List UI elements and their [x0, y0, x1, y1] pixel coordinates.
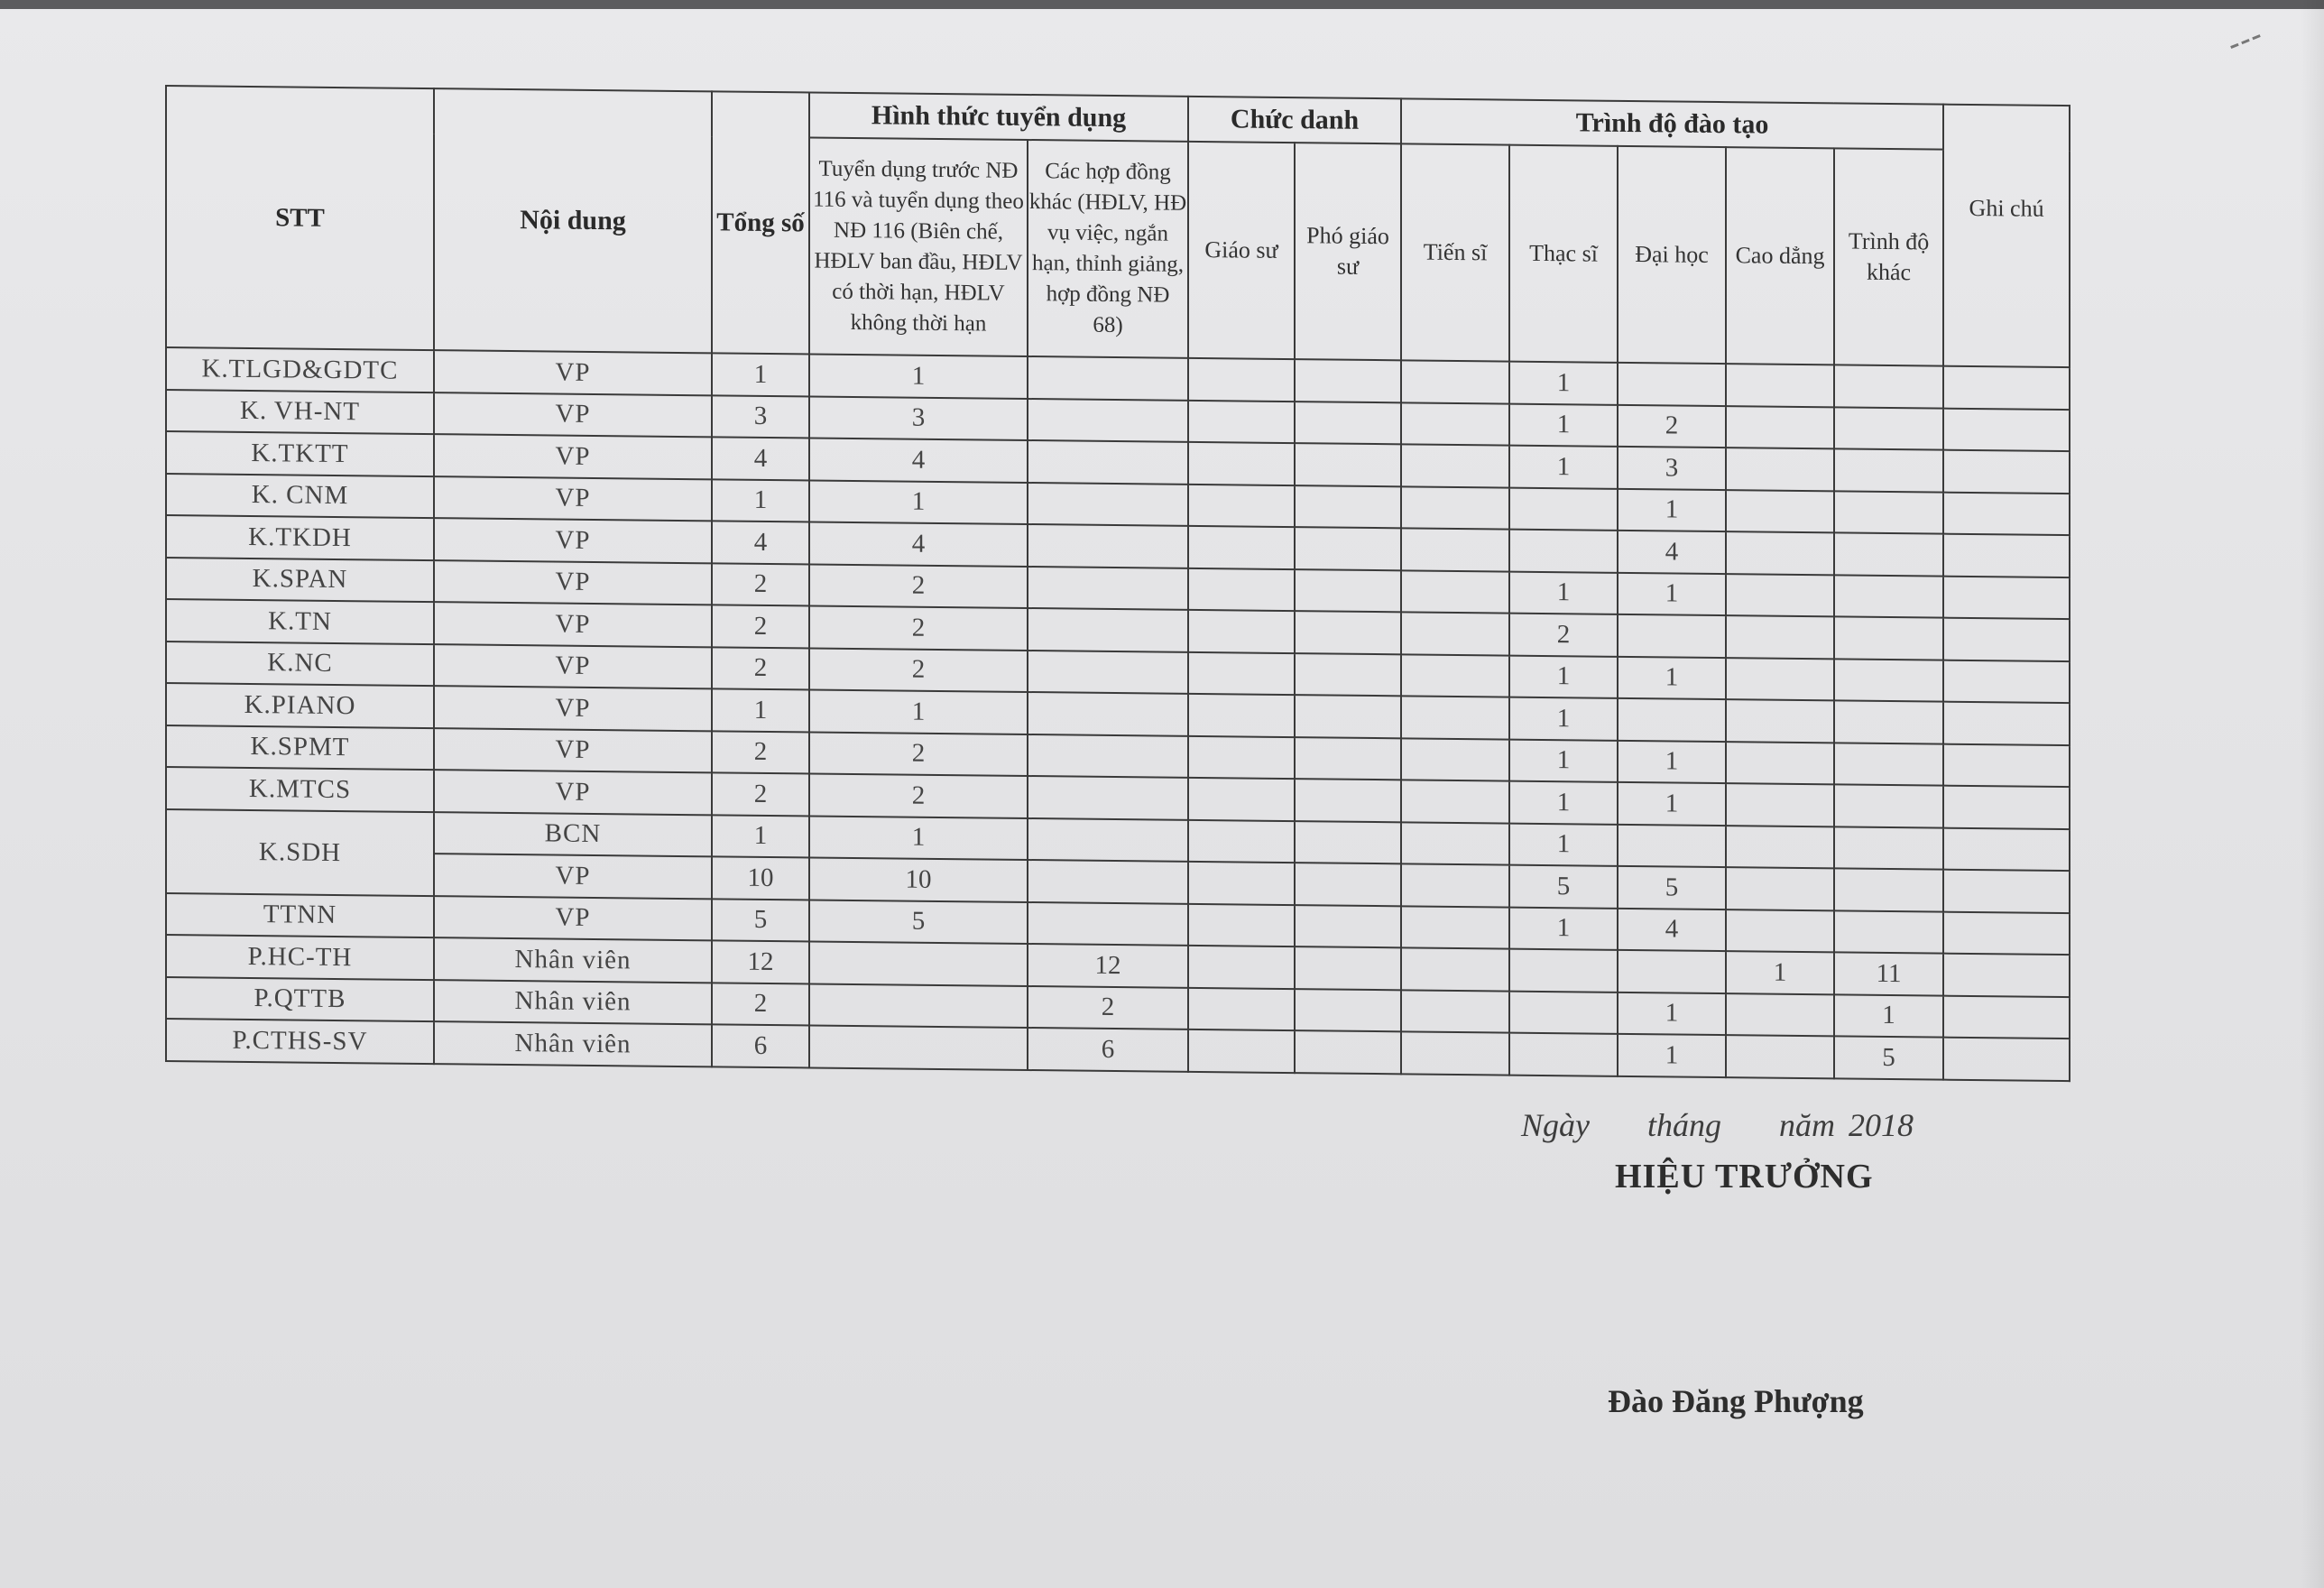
college-cell	[1726, 699, 1834, 743]
college-cell	[1726, 574, 1834, 617]
bachelor-cell: 5	[1618, 866, 1726, 909]
content-cell: VP	[434, 896, 712, 941]
recruit-cell: 2	[809, 564, 1028, 608]
doctor-cell	[1401, 360, 1509, 403]
contract-cell: 6	[1028, 1028, 1188, 1071]
other-level-cell	[1834, 700, 1943, 743]
note-cell	[1943, 743, 2070, 787]
content-cell: VP	[434, 728, 712, 773]
recruit-cell	[809, 1025, 1028, 1069]
college-cell	[1726, 615, 1834, 659]
contract-cell	[1028, 356, 1188, 400]
content-cell: VP	[434, 434, 712, 479]
dept-cell: K.TKTT	[166, 431, 434, 476]
doctor-cell	[1401, 654, 1509, 697]
other-level-cell: 1	[1834, 994, 1943, 1038]
other-level-cell	[1834, 659, 1943, 702]
note-cell	[1943, 534, 2070, 577]
total-cell: 4	[712, 521, 809, 564]
professor-cell	[1188, 778, 1295, 821]
master-cell: 1	[1509, 697, 1618, 741]
assoc-professor-cell	[1295, 359, 1401, 402]
contract-cell	[1028, 776, 1188, 819]
master-cell: 1	[1509, 655, 1618, 698]
doctor-cell	[1401, 1031, 1509, 1075]
bachelor-cell: 3	[1618, 447, 1726, 490]
header-cao-dang: Cao dẳng	[1726, 147, 1834, 365]
assoc-professor-cell	[1295, 946, 1401, 990]
bachelor-cell	[1618, 363, 1726, 406]
recruit-cell: 2	[809, 773, 1028, 817]
other-level-cell	[1834, 407, 1943, 450]
doctor-cell	[1401, 486, 1509, 530]
note-cell	[1943, 576, 2070, 619]
bachelor-cell	[1618, 614, 1726, 658]
bachelor-cell	[1618, 698, 1726, 742]
other-level-cell	[1834, 784, 1943, 827]
college-cell	[1726, 448, 1834, 491]
doctor-cell	[1401, 863, 1509, 907]
college-cell	[1726, 531, 1834, 575]
corner-mark	[2227, 14, 2292, 57]
professor-cell	[1188, 526, 1295, 569]
dept-cell: K.PIANO	[166, 683, 434, 728]
recruit-cell: 10	[809, 857, 1028, 901]
contract-cell	[1028, 902, 1188, 946]
total-cell: 4	[712, 437, 809, 480]
college-cell	[1726, 364, 1834, 407]
college-cell	[1726, 406, 1834, 449]
recruit-cell: 5	[809, 900, 1028, 944]
doctor-cell	[1401, 528, 1509, 571]
paper-edge	[2301, 0, 2324, 1588]
assoc-professor-cell	[1295, 779, 1401, 822]
contract-cell	[1028, 651, 1188, 694]
professor-cell	[1188, 1029, 1295, 1073]
college-cell	[1726, 1035, 1834, 1078]
bachelor-cell: 1	[1618, 488, 1726, 531]
professor-cell	[1188, 946, 1295, 989]
college-cell	[1726, 742, 1834, 785]
other-level-cell	[1834, 448, 1943, 492]
content-cell: Nhân viên	[434, 1021, 712, 1066]
dept-cell: K.TLGD&GDTC	[166, 347, 434, 392]
dept-cell: K.SDH	[166, 809, 434, 896]
professor-cell	[1188, 735, 1295, 779]
bachelor-cell: 1	[1618, 572, 1726, 615]
dept-cell: K.NC	[166, 642, 434, 687]
college-cell	[1726, 783, 1834, 826]
note-cell	[1943, 408, 2070, 451]
content-cell: VP	[434, 770, 712, 815]
content-cell: VP	[434, 560, 712, 605]
assoc-professor-cell	[1295, 989, 1401, 1032]
note-cell	[1943, 366, 2070, 410]
contract-cell	[1028, 399, 1188, 442]
doctor-cell	[1401, 738, 1509, 781]
assoc-professor-cell	[1295, 611, 1401, 654]
doctor-cell	[1401, 947, 1509, 991]
bachelor-cell: 1	[1618, 992, 1726, 1035]
recruit-cell	[809, 983, 1028, 1028]
doctor-cell	[1401, 402, 1509, 446]
master-cell	[1509, 487, 1618, 531]
dept-cell: P.CTHS-SV	[166, 1019, 434, 1064]
header-hop-dong-khac: Các hợp đồng khác (HĐLV, HĐ vụ việc, ngắn hạn, thỉnh giảng, hợp đồng NĐ 68)	[1028, 140, 1188, 358]
note-cell	[1943, 827, 2070, 871]
note-cell	[1943, 660, 2070, 703]
total-cell: 2	[712, 647, 809, 690]
recruit-cell: 2	[809, 732, 1028, 776]
assoc-professor-cell	[1295, 402, 1401, 445]
college-cell	[1726, 909, 1834, 953]
header-giao-su: Giáo sư	[1188, 142, 1295, 359]
header-trinh-do: Trình độ đào tạo	[1401, 98, 1943, 149]
master-cell: 1	[1509, 781, 1618, 825]
contract-cell	[1028, 608, 1188, 651]
total-cell: 1	[712, 815, 809, 858]
contract-cell	[1028, 818, 1188, 862]
header-stt: STT	[166, 86, 434, 350]
assoc-professor-cell	[1295, 737, 1401, 780]
contract-cell	[1028, 860, 1188, 903]
assoc-professor-cell	[1295, 1030, 1401, 1074]
date-year-label: năm 2018	[1779, 1107, 1914, 1143]
professor-cell	[1188, 903, 1295, 946]
other-level-cell: 5	[1834, 1036, 1943, 1079]
other-level-cell	[1834, 491, 1943, 534]
assoc-professor-cell	[1295, 905, 1401, 948]
assoc-professor-cell	[1295, 863, 1401, 906]
total-cell: 3	[712, 395, 809, 439]
content-cell: VP	[434, 350, 712, 395]
assoc-professor-cell	[1295, 821, 1401, 864]
master-cell	[1509, 530, 1618, 573]
total-cell: 2	[712, 983, 809, 1026]
college-cell	[1726, 993, 1834, 1037]
header-ghi-chu: Ghi chú	[1943, 105, 2070, 367]
professor-cell	[1188, 987, 1295, 1030]
professor-cell	[1188, 651, 1295, 695]
doctor-cell	[1401, 570, 1509, 614]
note-cell	[1943, 870, 2070, 913]
total-cell: 10	[712, 856, 809, 900]
staff-table	[165, 85, 2070, 1082]
recruit-cell: 1	[809, 816, 1028, 860]
contract-cell: 2	[1028, 986, 1188, 1029]
note-cell	[1943, 786, 2070, 829]
header-dai-hoc: Đại học	[1618, 146, 1726, 364]
college-cell	[1726, 867, 1834, 910]
professor-cell	[1188, 358, 1295, 402]
master-cell: 1	[1509, 403, 1618, 447]
assoc-professor-cell	[1295, 443, 1401, 486]
contract-cell	[1028, 734, 1188, 778]
recruit-cell	[809, 941, 1028, 985]
other-level-cell	[1834, 532, 1943, 576]
other-level-cell	[1834, 365, 1943, 408]
recruit-cell: 2	[809, 605, 1028, 650]
recruit-cell: 4	[809, 522, 1028, 566]
content-cell: VP	[434, 686, 712, 731]
bachelor-cell: 4	[1618, 908, 1726, 951]
professor-cell	[1188, 694, 1295, 737]
total-cell: 6	[712, 1024, 809, 1067]
content-cell: VP	[434, 644, 712, 689]
total-cell: 1	[712, 479, 809, 522]
college-cell: 1	[1726, 951, 1834, 994]
content-cell: VP	[434, 602, 712, 647]
date-day-label: Ngày	[1521, 1107, 1590, 1143]
doctor-cell	[1401, 780, 1509, 823]
master-cell: 1	[1509, 571, 1618, 614]
master-cell: 2	[1509, 614, 1618, 657]
other-level-cell: 11	[1834, 952, 1943, 995]
total-cell: 2	[712, 772, 809, 816]
professor-cell	[1188, 862, 1295, 905]
contract-cell	[1028, 692, 1188, 735]
contract-cell	[1028, 483, 1188, 526]
dept-cell: K. CNM	[166, 474, 434, 519]
date-month-label: tháng	[1647, 1107, 1722, 1143]
note-cell	[1943, 995, 2070, 1039]
master-cell: 1	[1509, 362, 1618, 405]
other-level-cell	[1834, 575, 1943, 618]
content-cell: VP	[434, 392, 712, 438]
master-cell	[1509, 991, 1618, 1034]
professor-cell	[1188, 568, 1295, 611]
master-cell: 1	[1509, 907, 1618, 950]
master-cell: 1	[1509, 739, 1618, 782]
professor-cell	[1188, 819, 1295, 863]
professor-cell	[1188, 400, 1295, 443]
doctor-cell	[1401, 696, 1509, 739]
total-cell: 5	[712, 899, 809, 942]
dept-cell: TTNN	[166, 893, 434, 938]
signer-title: HIỆU TRƯỞNG	[1615, 1158, 1874, 1196]
recruit-cell: 1	[809, 689, 1028, 734]
total-cell: 2	[712, 605, 809, 648]
content-cell: Nhân viên	[434, 937, 712, 983]
total-cell: 2	[712, 731, 809, 774]
note-cell	[1943, 618, 2070, 661]
dept-cell: P.HC-TH	[166, 935, 434, 980]
master-cell	[1509, 949, 1618, 992]
dept-cell: K.TN	[166, 599, 434, 644]
recruit-cell: 2	[809, 648, 1028, 692]
professor-cell	[1188, 484, 1295, 527]
dept-cell: K.TKDH	[166, 515, 434, 560]
master-cell: 1	[1509, 823, 1618, 866]
note-cell	[1943, 911, 2070, 955]
bachelor-cell: 1	[1618, 782, 1726, 826]
signer-name: Đào Đăng Phượng	[1608, 1383, 1864, 1419]
college-cell	[1726, 490, 1834, 533]
header-tien-si: Tiến sĩ	[1401, 143, 1509, 361]
header-noi-dung: Nội dung	[434, 88, 712, 353]
note-cell	[1943, 450, 2070, 494]
content-cell: BCN	[434, 812, 712, 857]
dept-cell: P.QTTB	[166, 977, 434, 1022]
other-level-cell	[1834, 868, 1943, 911]
bachelor-cell: 1	[1618, 1034, 1726, 1077]
header-trinh-do-khac: Trình độ khác	[1834, 148, 1943, 365]
total-cell: 2	[712, 563, 809, 606]
assoc-professor-cell	[1295, 653, 1401, 697]
contract-cell	[1028, 567, 1188, 610]
header-pho-giao-su: Phó giáo sư	[1295, 143, 1401, 360]
recruit-cell: 1	[809, 480, 1028, 524]
note-cell	[1943, 954, 2070, 997]
doctor-cell	[1401, 822, 1509, 865]
other-level-cell	[1834, 826, 1943, 870]
note-cell	[1943, 1038, 2070, 1081]
total-cell: 12	[712, 940, 809, 983]
content-cell: VP	[434, 476, 712, 522]
content-cell: Nhân viên	[434, 980, 712, 1025]
bachelor-cell: 1	[1618, 656, 1726, 699]
bachelor-cell: 2	[1618, 404, 1726, 448]
contract-cell	[1028, 524, 1188, 568]
header-tuyen-dung-truoc: Tuyển dụng trước NĐ 116 và tuyển dụng theo NĐ 116 (Biên chế, HĐLV ban đầu, HĐLV có thời hạn, HĐLV không thời hạn	[809, 137, 1028, 356]
assoc-professor-cell	[1295, 485, 1401, 529]
bachelor-cell	[1618, 950, 1726, 993]
recruit-cell: 4	[809, 438, 1028, 482]
top-shadow	[0, 0, 2324, 9]
assoc-professor-cell	[1295, 527, 1401, 570]
assoc-professor-cell	[1295, 695, 1401, 738]
assoc-professor-cell	[1295, 569, 1401, 613]
bachelor-cell: 4	[1618, 531, 1726, 574]
dept-cell: K. VH-NT	[166, 390, 434, 435]
other-level-cell	[1834, 616, 1943, 660]
note-cell	[1943, 702, 2070, 745]
other-level-cell	[1834, 910, 1943, 954]
professor-cell	[1188, 442, 1295, 485]
recruit-cell: 3	[809, 396, 1028, 440]
recruit-cell: 1	[809, 354, 1028, 398]
content-cell: VP	[434, 518, 712, 563]
bachelor-cell: 1	[1618, 740, 1726, 783]
header-chuc-danh: Chức danh	[1188, 97, 1401, 143]
content-cell: VP	[434, 854, 712, 899]
master-cell: 1	[1509, 446, 1618, 489]
signature-date	[1521, 1106, 1914, 1144]
total-cell: 1	[712, 353, 809, 396]
contract-cell: 12	[1028, 944, 1188, 987]
header-tong-so: Tổng số	[712, 91, 809, 354]
bachelor-cell	[1618, 824, 1726, 867]
header-thac-si: Thạc sĩ	[1509, 145, 1618, 363]
master-cell: 5	[1509, 865, 1618, 909]
note-cell	[1943, 492, 2070, 535]
college-cell	[1726, 658, 1834, 701]
doctor-cell	[1401, 906, 1509, 949]
professor-cell	[1188, 610, 1295, 653]
dept-cell: K.SPAN	[166, 558, 434, 603]
dept-cell: K.SPMT	[166, 725, 434, 771]
college-cell	[1726, 826, 1834, 869]
header-hinh-thuc: Hình thức tuyển dụng	[809, 92, 1188, 141]
total-cell: 1	[712, 688, 809, 732]
doctor-cell	[1401, 990, 1509, 1033]
dept-cell: K.MTCS	[166, 767, 434, 812]
contract-cell	[1028, 440, 1188, 484]
master-cell	[1509, 1033, 1618, 1076]
doctor-cell	[1401, 444, 1509, 487]
other-level-cell	[1834, 743, 1943, 786]
doctor-cell	[1401, 612, 1509, 655]
